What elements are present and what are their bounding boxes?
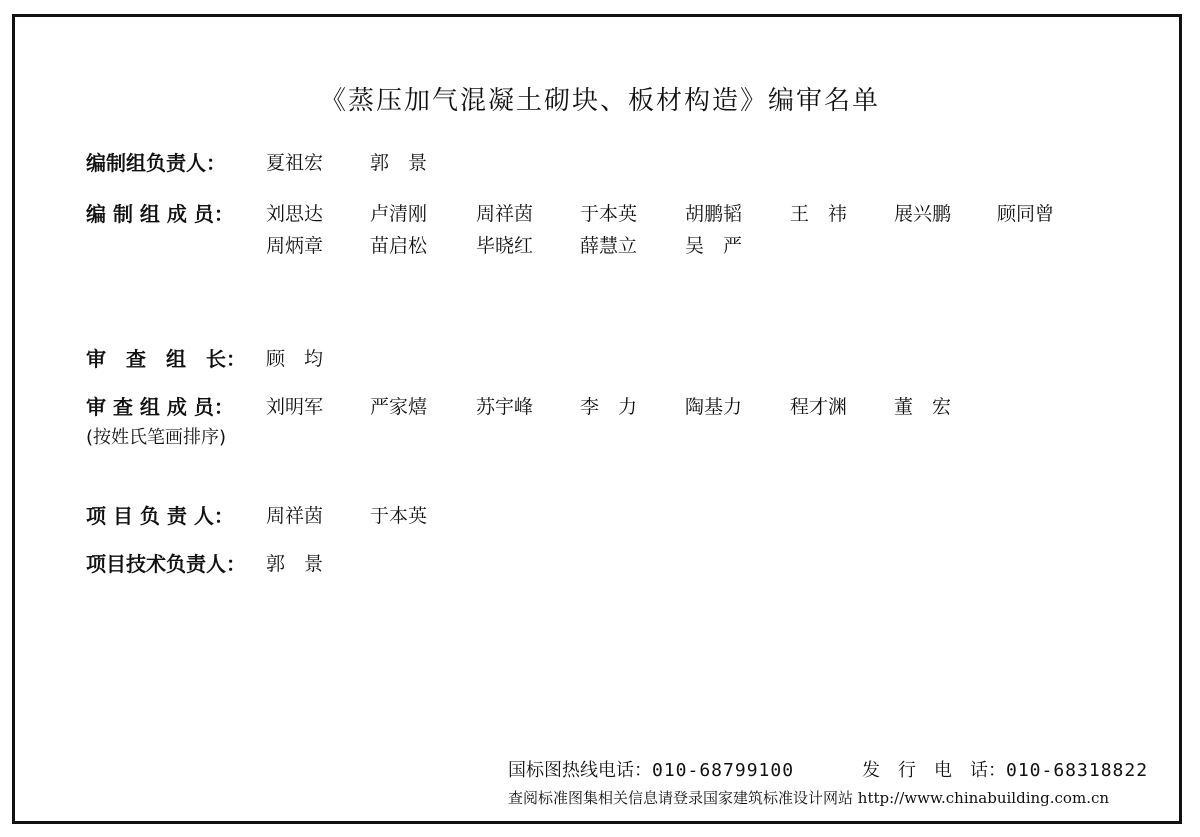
- compile-member-name: 胡鹏韬: [685, 203, 743, 225]
- issue-phone-label: 发 行 电 话：: [862, 760, 1006, 781]
- compile-member-name: 吴 严: [685, 235, 743, 257]
- review-member-name: 董 宏: [894, 396, 952, 418]
- review-member-name: 陶基力: [685, 396, 743, 418]
- compile-member-name: 展兴鹏: [894, 203, 952, 225]
- compile-lead-name: 郭 景: [370, 152, 428, 174]
- compile-member-name: 于本英: [580, 203, 638, 225]
- compile-member-name: 薛慧立: [580, 235, 638, 257]
- project-lead-name: 周祥茵: [266, 505, 324, 527]
- compile-lead-name: 夏祖宏: [266, 152, 324, 174]
- review-lead-label: 审 查 组 长：: [86, 347, 246, 371]
- review-member-name: 苏宇峰: [476, 396, 534, 418]
- compile-member-name: 顾同曾: [997, 203, 1055, 225]
- review-members-label: 审 查 组 成 员：: [86, 395, 234, 419]
- issue-phone-line: [862, 756, 1148, 782]
- project-tech-lead-label: 项目技术负责人：: [86, 552, 246, 576]
- hotline-line: [508, 756, 794, 782]
- compile-member-name: 周祥茵: [476, 203, 534, 225]
- review-lead-name: 顾 均: [266, 348, 324, 370]
- sort-order-note: (按姓氏笔画排序): [86, 427, 227, 448]
- website-line: [508, 787, 1109, 808]
- review-member-name: 程才渊: [790, 396, 848, 418]
- compile-member-name: 毕晓红: [476, 235, 534, 257]
- page-title: 《蒸压加气混凝土砌块、板材构造》编审名单: [319, 86, 880, 116]
- compile-members-label: 编 制 组 成 员：: [86, 202, 234, 226]
- website-link[interactable]: http://www.chinabuilding.com.cn: [857, 789, 1110, 807]
- review-member-name: 刘明军: [266, 396, 324, 418]
- hotline-number: 010-68799100: [652, 760, 795, 781]
- compile-member-name: 卢清刚: [370, 203, 428, 225]
- project-tech-lead-name: 郭 景: [266, 553, 324, 575]
- issue-phone-number: 010-68318822: [1006, 760, 1149, 781]
- compile-member-name: 周炳章: [266, 235, 324, 257]
- website-text: 查阅标准图集相关信息请登录国家建筑标准设计网站: [508, 789, 854, 807]
- compile-member-name: 苗启松: [370, 235, 428, 257]
- compile-member-name: 刘思达: [266, 203, 324, 225]
- project-lead-label: 项 目 负 责 人：: [86, 504, 234, 528]
- compile-member-name: 王 祎: [790, 203, 848, 225]
- review-member-name: 严家熺: [370, 396, 428, 418]
- review-member-name: 李 力: [580, 396, 638, 418]
- hotline-label: 国标图热线电话：: [508, 760, 652, 781]
- compile-lead-label: 编制组负责人：: [86, 151, 226, 175]
- project-lead-name: 于本英: [370, 505, 428, 527]
